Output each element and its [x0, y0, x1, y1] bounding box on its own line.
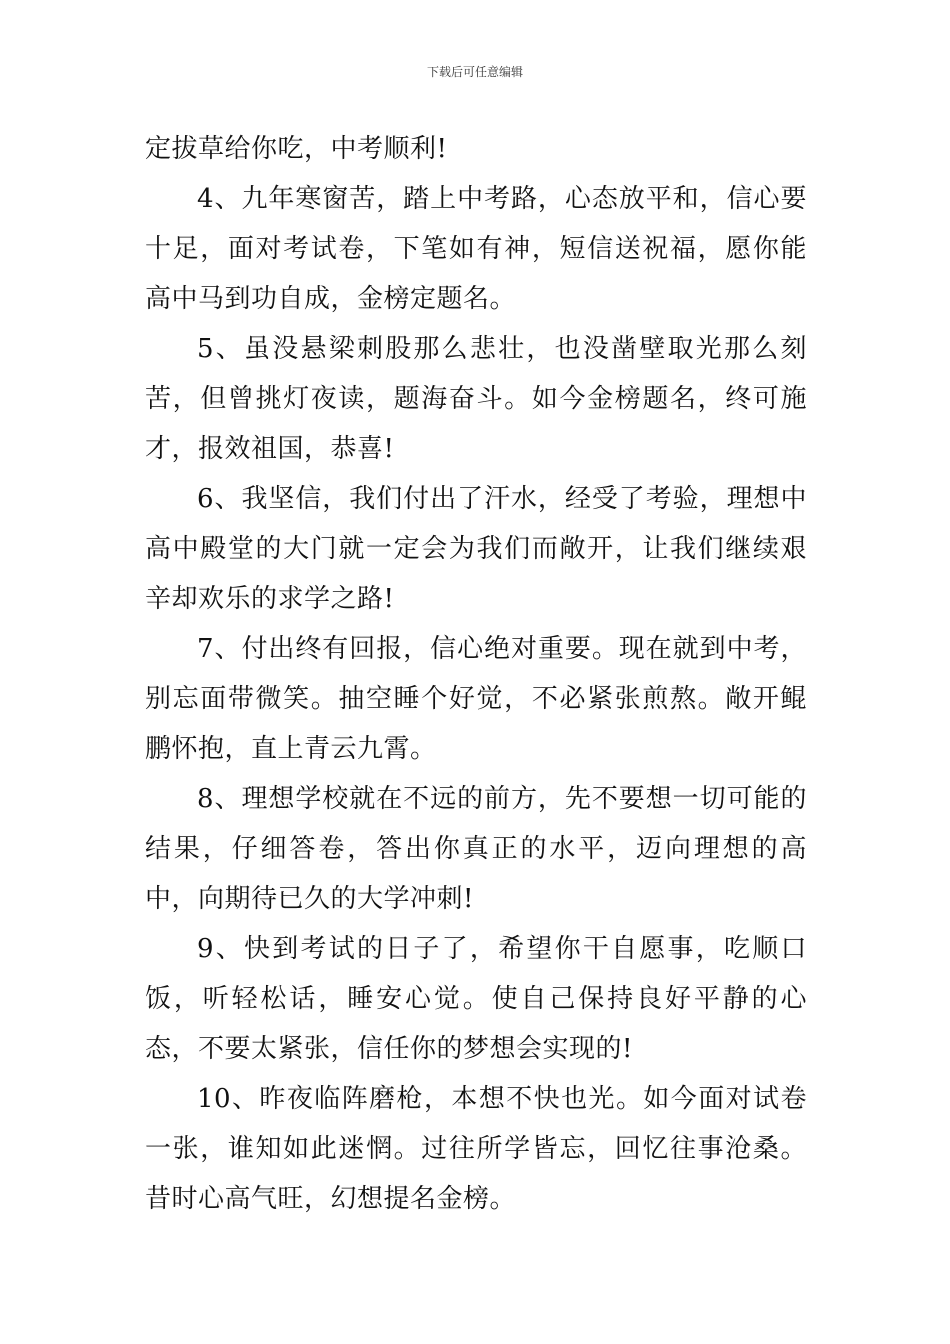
page-header: 下载后可任意编辑 — [426, 65, 523, 79]
paragraph-item-6: 6、我坚信，我们付出了汗水，经受了考验，理想中高中殿堂的大门就一定会为我们而敞开，让我们继续艰辛却欢乐的求学之路! — [145, 484, 807, 614]
paragraph-item-10: 10、昨夜临阵磨枪，本想不快也光。如今面对试卷一张，谁知如此迷惘。过往所学皆忘，回忆往事沧桑。昔时心高气旺，幻想提名金榜。 — [145, 1084, 807, 1214]
paragraph-item-4: 4、九年寒窗苦，踏上中考路，心态放平和，信心要十足，面对考试卷，下笔如有神，短信送祝福，愿你能高中马到功自成，金榜定题名。 — [145, 184, 807, 314]
paragraph-item-5: 5、虽没悬梁刺股那么悲壮，也没凿壁取光那么刻苦，但曾挑灯夜读，题海奋斗。如今金榜题名，终可施才，报效祖国，恭喜! — [145, 334, 807, 464]
paragraph-continuation: 定拔草给你吃，中考顺利! — [145, 134, 448, 164]
paragraph-item-7: 7、付出终有回报，信心绝对重要。现在就到中考，别忘面带微笑。抽空睡个好觉，不必紧张煎熬。敞开鲲鹏怀抱，直上青云九霄。 — [145, 634, 807, 764]
paragraph-item-9: 9、快到考试的日子了，希望你干自愿事，吃顺口饭，听轻松话，睡安心觉。使自己保持良好平静的心态，不要太紧张，信任你的梦想会实现的! — [145, 934, 807, 1064]
paragraph-item-8: 8、理想学校就在不远的前方，先不要想一切可能的结果，仔细答卷，答出你真正的水平，迈向理想的高中，向期待已久的大学冲刺! — [145, 784, 807, 914]
document-body — [145, 124, 807, 1224]
